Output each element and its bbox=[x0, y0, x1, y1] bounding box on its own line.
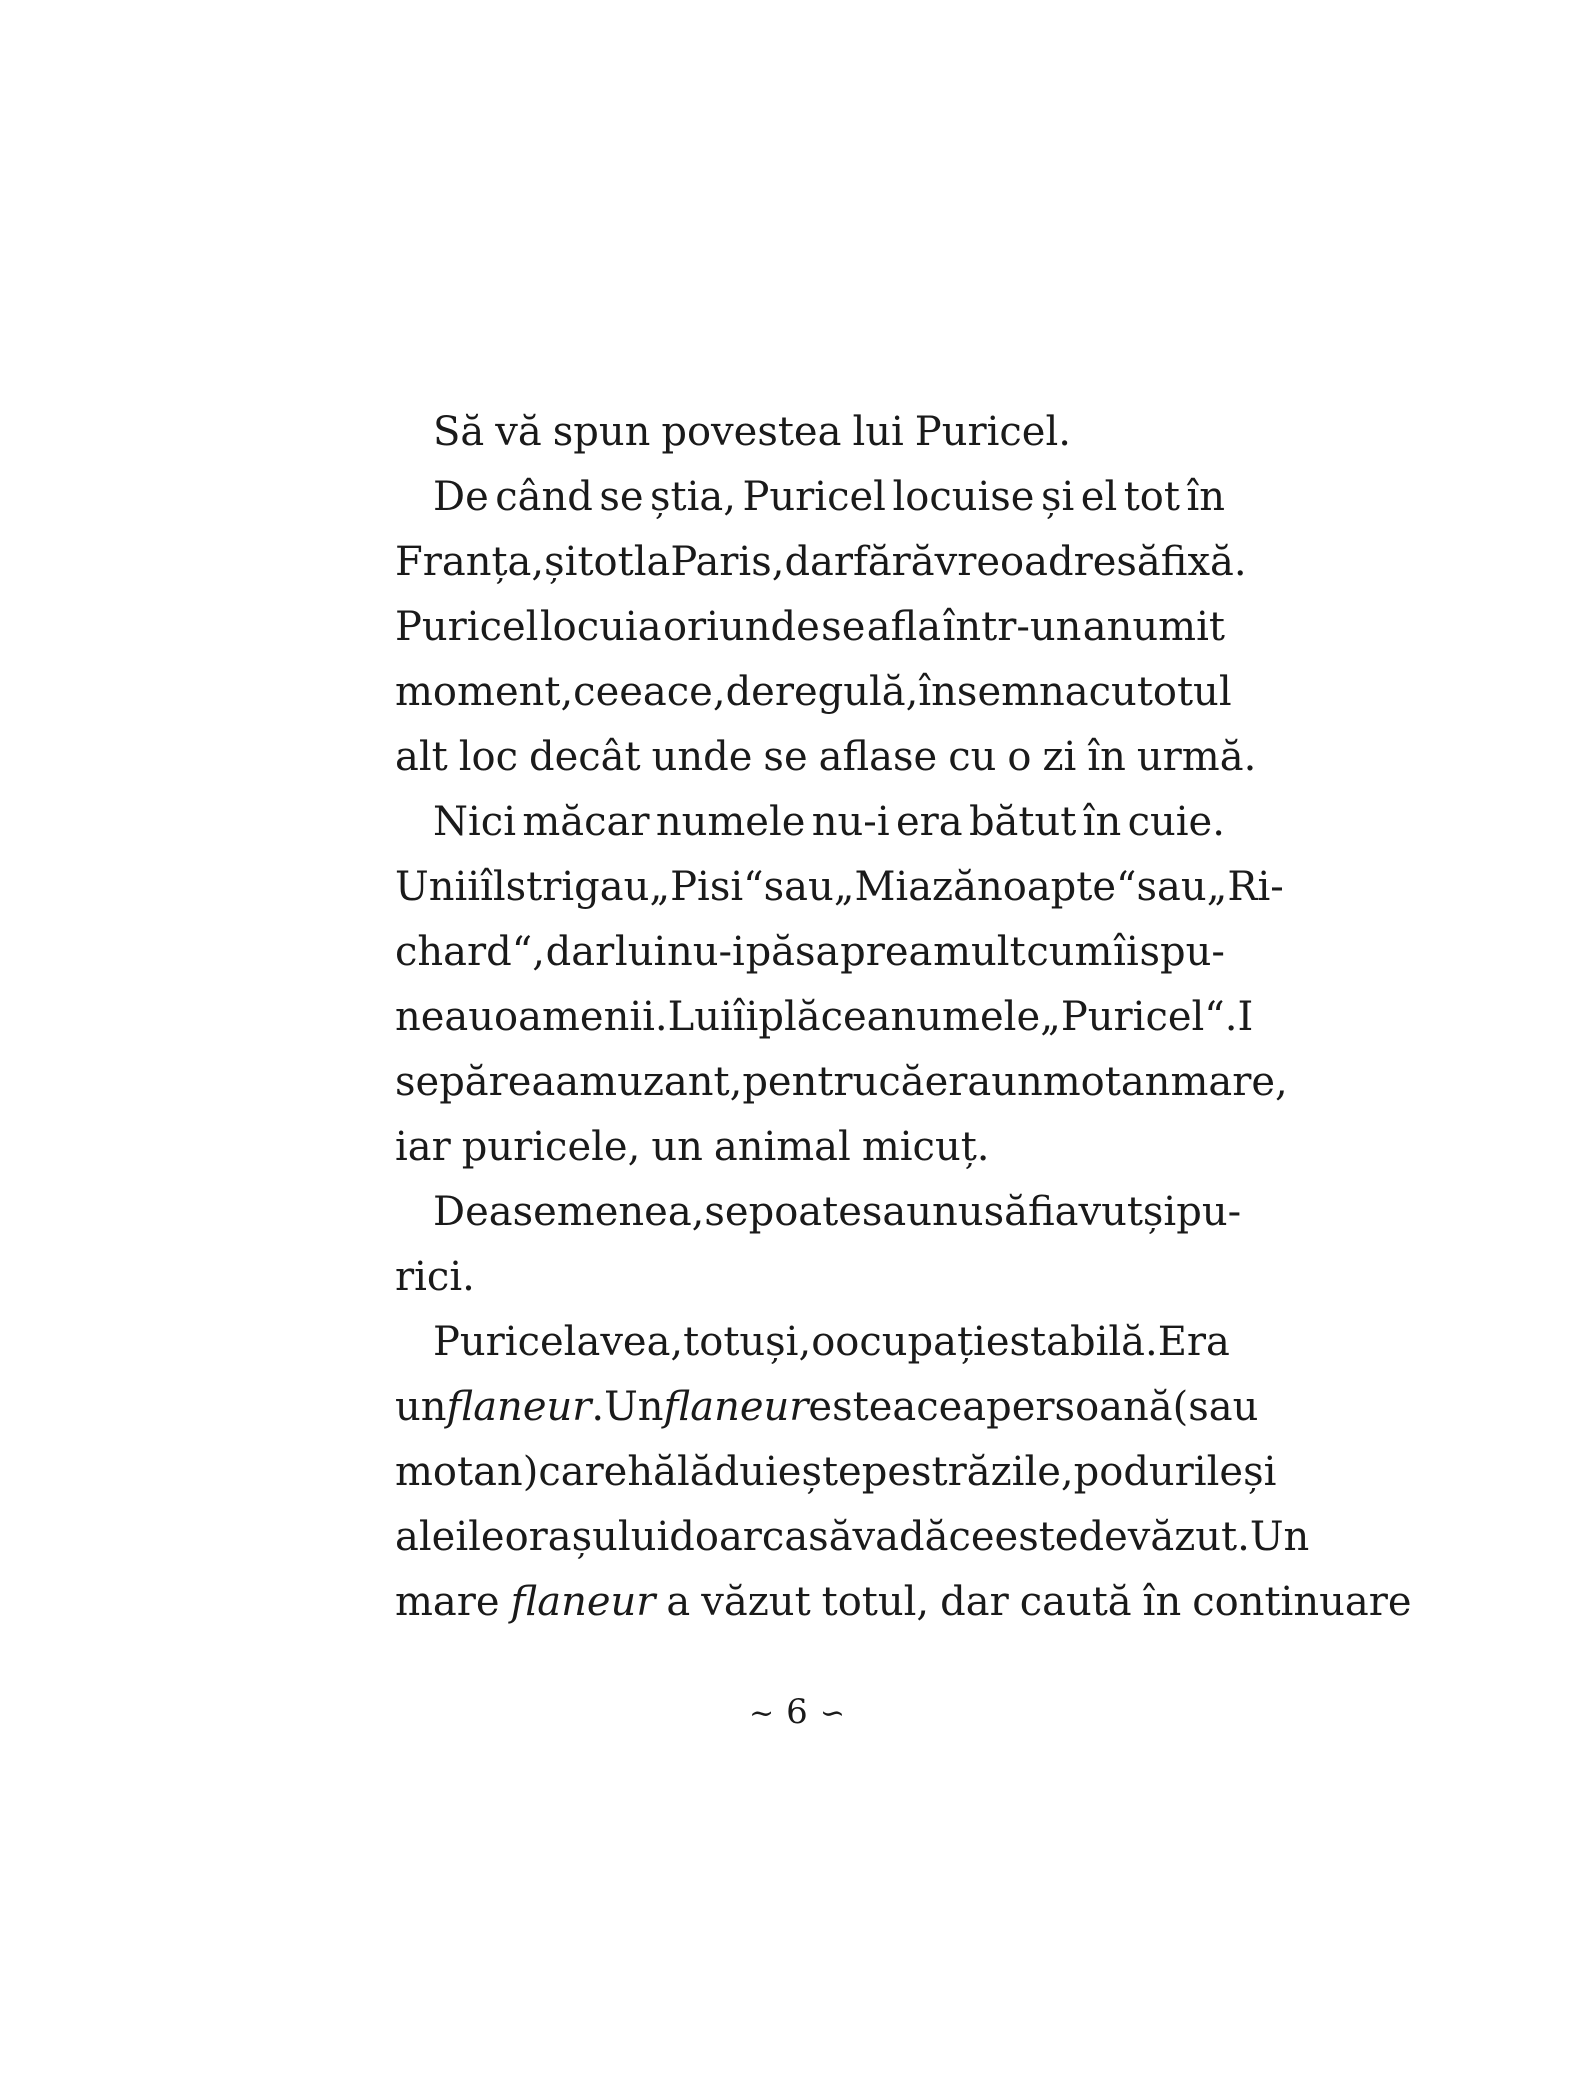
text-line bbox=[395, 985, 1254, 1050]
word: adresă bbox=[1024, 539, 1161, 585]
word: (sau bbox=[1172, 1384, 1259, 1430]
word: un bbox=[651, 1124, 703, 1170]
word: doar bbox=[669, 1514, 762, 1560]
word: Lui bbox=[667, 994, 733, 1040]
paragraph bbox=[395, 790, 1288, 1180]
word: numele bbox=[890, 994, 1041, 1040]
word: îl bbox=[480, 864, 506, 910]
word: cuie. bbox=[1127, 799, 1225, 845]
word: sau bbox=[861, 1189, 933, 1235]
left-ornament: ~ bbox=[749, 1696, 775, 1731]
word: „Ri- bbox=[1206, 864, 1284, 910]
word: care bbox=[538, 1449, 628, 1495]
word: oamenii. bbox=[494, 994, 668, 1040]
word: Unii bbox=[395, 864, 481, 910]
word bbox=[664, 1375, 809, 1440]
paragraph bbox=[395, 1180, 1242, 1310]
word: îi bbox=[1113, 929, 1139, 975]
word: motan) bbox=[395, 1449, 539, 1495]
word: este bbox=[994, 1514, 1079, 1560]
word: sau bbox=[763, 864, 834, 910]
word: alt bbox=[395, 734, 448, 780]
word: se bbox=[704, 1189, 749, 1235]
body-text bbox=[395, 400, 1412, 1635]
italic-word: flaneur bbox=[663, 1384, 809, 1430]
word: ca bbox=[761, 1514, 809, 1560]
text-line bbox=[395, 1245, 1225, 1310]
word: prea bbox=[840, 929, 933, 975]
word: moment, bbox=[395, 669, 574, 715]
paragraph bbox=[395, 1310, 1412, 1635]
text-line bbox=[395, 1180, 1242, 1245]
text-line bbox=[395, 1050, 1288, 1115]
word: locuia bbox=[539, 604, 662, 650]
text-line bbox=[395, 400, 1225, 465]
word: totul, bbox=[821, 1579, 930, 1625]
text-line bbox=[395, 1570, 1412, 1635]
word: lui bbox=[852, 409, 904, 455]
word: Puricel bbox=[742, 474, 886, 520]
word: continuare bbox=[1192, 1579, 1412, 1625]
word: decât bbox=[529, 734, 641, 780]
word: se bbox=[763, 734, 808, 780]
page-footer bbox=[0, 1692, 1594, 1734]
word: nu-i bbox=[667, 929, 745, 975]
word: dar bbox=[940, 1579, 1009, 1625]
word: văzut bbox=[701, 1579, 811, 1625]
text-line bbox=[395, 1440, 1277, 1505]
word: locuise bbox=[892, 474, 1035, 520]
word: când bbox=[495, 474, 593, 520]
word: văzut. bbox=[1127, 1514, 1250, 1560]
word: ce bbox=[948, 1514, 995, 1560]
word: plăcea bbox=[758, 994, 891, 1040]
word: stabilă. bbox=[1009, 1319, 1158, 1365]
word: acea bbox=[892, 1384, 987, 1430]
word: nu bbox=[932, 1189, 984, 1235]
word: Paris, bbox=[670, 539, 785, 585]
word: ce, bbox=[666, 669, 726, 715]
word: măcar bbox=[522, 799, 650, 845]
word: de bbox=[725, 669, 775, 715]
word: este bbox=[808, 1384, 893, 1430]
word: mare, bbox=[1170, 1059, 1288, 1105]
word: fi bbox=[1027, 1189, 1055, 1235]
word: De bbox=[433, 1189, 489, 1235]
text-line bbox=[395, 855, 1284, 920]
word: și bbox=[544, 539, 578, 585]
text-line bbox=[395, 920, 1225, 985]
word: și bbox=[1040, 474, 1075, 520]
text-line bbox=[395, 465, 1225, 530]
text-line bbox=[395, 790, 1225, 855]
word: în bbox=[1142, 1579, 1182, 1625]
paragraph bbox=[395, 400, 1225, 465]
word: motan bbox=[1042, 1059, 1171, 1105]
word: dar bbox=[784, 539, 854, 585]
word: podurile bbox=[1073, 1449, 1244, 1495]
word: pe bbox=[861, 1449, 911, 1495]
word: fixă. bbox=[1160, 539, 1247, 585]
word: părea bbox=[439, 1059, 556, 1105]
word: animal bbox=[713, 1124, 851, 1170]
word: spu- bbox=[1139, 929, 1225, 975]
word: Puricel bbox=[395, 604, 539, 650]
word: „Pisi“ bbox=[649, 864, 764, 910]
word: se bbox=[599, 474, 644, 520]
word: povestea bbox=[661, 409, 842, 455]
word: lui bbox=[614, 929, 667, 975]
word: cum bbox=[1026, 929, 1113, 975]
word: se bbox=[395, 1059, 440, 1105]
word bbox=[511, 1570, 656, 1635]
italic-word: flaneur bbox=[446, 1384, 592, 1430]
word: îi bbox=[732, 994, 759, 1040]
word: Să bbox=[433, 409, 485, 455]
word: tot bbox=[1123, 474, 1180, 520]
word: spun bbox=[552, 409, 651, 455]
word: mare bbox=[395, 1579, 500, 1625]
word: pu- bbox=[1176, 1189, 1242, 1235]
word: nu-i bbox=[811, 799, 890, 845]
text-line bbox=[395, 725, 1257, 790]
word: vadă bbox=[852, 1514, 949, 1560]
word: el bbox=[1080, 474, 1118, 520]
word: să bbox=[808, 1514, 853, 1560]
word: bătut bbox=[968, 799, 1077, 845]
word: neau bbox=[395, 994, 495, 1040]
word: strigau bbox=[505, 864, 650, 910]
word: orașului bbox=[504, 1514, 670, 1560]
word: se bbox=[821, 604, 866, 650]
word: Un bbox=[604, 1384, 664, 1430]
paragraph bbox=[395, 465, 1257, 790]
word: un bbox=[991, 1059, 1043, 1105]
word: iar bbox=[395, 1124, 451, 1170]
word: oriunde bbox=[662, 604, 820, 650]
word: să bbox=[983, 1189, 1028, 1235]
word: ceea bbox=[573, 669, 667, 715]
text-line bbox=[395, 1115, 1225, 1180]
word: era bbox=[895, 799, 963, 845]
word: Un bbox=[1249, 1514, 1310, 1560]
word: o bbox=[811, 1319, 836, 1365]
word: Puricel bbox=[433, 1319, 577, 1365]
word: și bbox=[1243, 1449, 1277, 1495]
italic-word: flaneur bbox=[510, 1579, 656, 1625]
word: „Puricel“. bbox=[1040, 994, 1238, 1040]
word: mult bbox=[933, 929, 1026, 975]
word: caută bbox=[1019, 1579, 1132, 1625]
text-line bbox=[395, 1505, 1310, 1570]
word: flaneur. bbox=[447, 1375, 605, 1440]
word: puricele, bbox=[461, 1124, 641, 1170]
text-line bbox=[395, 660, 1232, 725]
word: vreo bbox=[934, 539, 1025, 585]
word: hălăduiește bbox=[627, 1449, 862, 1495]
word: poate bbox=[748, 1189, 862, 1235]
word: străzile, bbox=[911, 1449, 1074, 1495]
word: Nici bbox=[433, 799, 516, 845]
word: loc bbox=[458, 734, 518, 780]
text-line bbox=[395, 530, 1247, 595]
word: rici. bbox=[395, 1254, 475, 1300]
word: cu bbox=[1088, 669, 1137, 715]
word: în bbox=[1087, 734, 1126, 780]
word: asemenea, bbox=[488, 1189, 705, 1235]
word: afla bbox=[866, 604, 942, 650]
word: avea, bbox=[576, 1319, 684, 1365]
word: a bbox=[666, 1579, 691, 1625]
word: Franța, bbox=[395, 539, 545, 585]
word: dar bbox=[545, 929, 615, 975]
word: amuzant, bbox=[555, 1059, 743, 1105]
word: chard“, bbox=[395, 929, 545, 975]
word: Era bbox=[1157, 1319, 1230, 1365]
word: că bbox=[878, 1059, 925, 1105]
word: cu bbox=[948, 734, 997, 780]
word: „Miazănoapte“ bbox=[833, 864, 1137, 910]
word: pentru bbox=[742, 1059, 879, 1105]
word: regulă, bbox=[774, 669, 919, 715]
word: un bbox=[395, 1384, 447, 1430]
word: persoană bbox=[986, 1384, 1173, 1430]
word: știa, bbox=[650, 474, 736, 520]
word: micuț. bbox=[861, 1124, 990, 1170]
word: păsa bbox=[745, 929, 840, 975]
text-line bbox=[395, 1375, 1259, 1440]
text-line bbox=[395, 595, 1225, 660]
word: numele bbox=[655, 799, 806, 845]
word: în bbox=[1082, 799, 1122, 845]
text-line bbox=[395, 1310, 1230, 1375]
word: De bbox=[433, 474, 489, 520]
word: totul bbox=[1136, 669, 1232, 715]
page-number: 6 bbox=[786, 1692, 808, 1732]
word: anumit bbox=[1082, 604, 1225, 650]
word: zi bbox=[1042, 734, 1077, 780]
word: în bbox=[1186, 474, 1225, 520]
word: unde bbox=[651, 734, 753, 780]
right-ornament: ∽ bbox=[819, 1696, 845, 1731]
word: totuși, bbox=[683, 1319, 812, 1365]
word: de bbox=[1078, 1514, 1128, 1560]
word: I bbox=[1237, 994, 1254, 1040]
word: aflase bbox=[818, 734, 938, 780]
word: tot bbox=[577, 539, 634, 585]
word: urmă. bbox=[1136, 734, 1257, 780]
word: aleile bbox=[395, 1514, 505, 1560]
word: într-un bbox=[942, 604, 1082, 650]
word: fără bbox=[853, 539, 935, 585]
word: însemna bbox=[918, 669, 1089, 715]
word: la bbox=[633, 539, 671, 585]
word: vă bbox=[495, 409, 542, 455]
word: sau bbox=[1136, 864, 1207, 910]
word: și bbox=[1142, 1189, 1177, 1235]
word: o bbox=[1007, 734, 1032, 780]
word: ocupație bbox=[835, 1319, 1010, 1365]
word: era bbox=[924, 1059, 992, 1105]
word: avut bbox=[1054, 1189, 1143, 1235]
word: Puricel. bbox=[914, 409, 1071, 455]
